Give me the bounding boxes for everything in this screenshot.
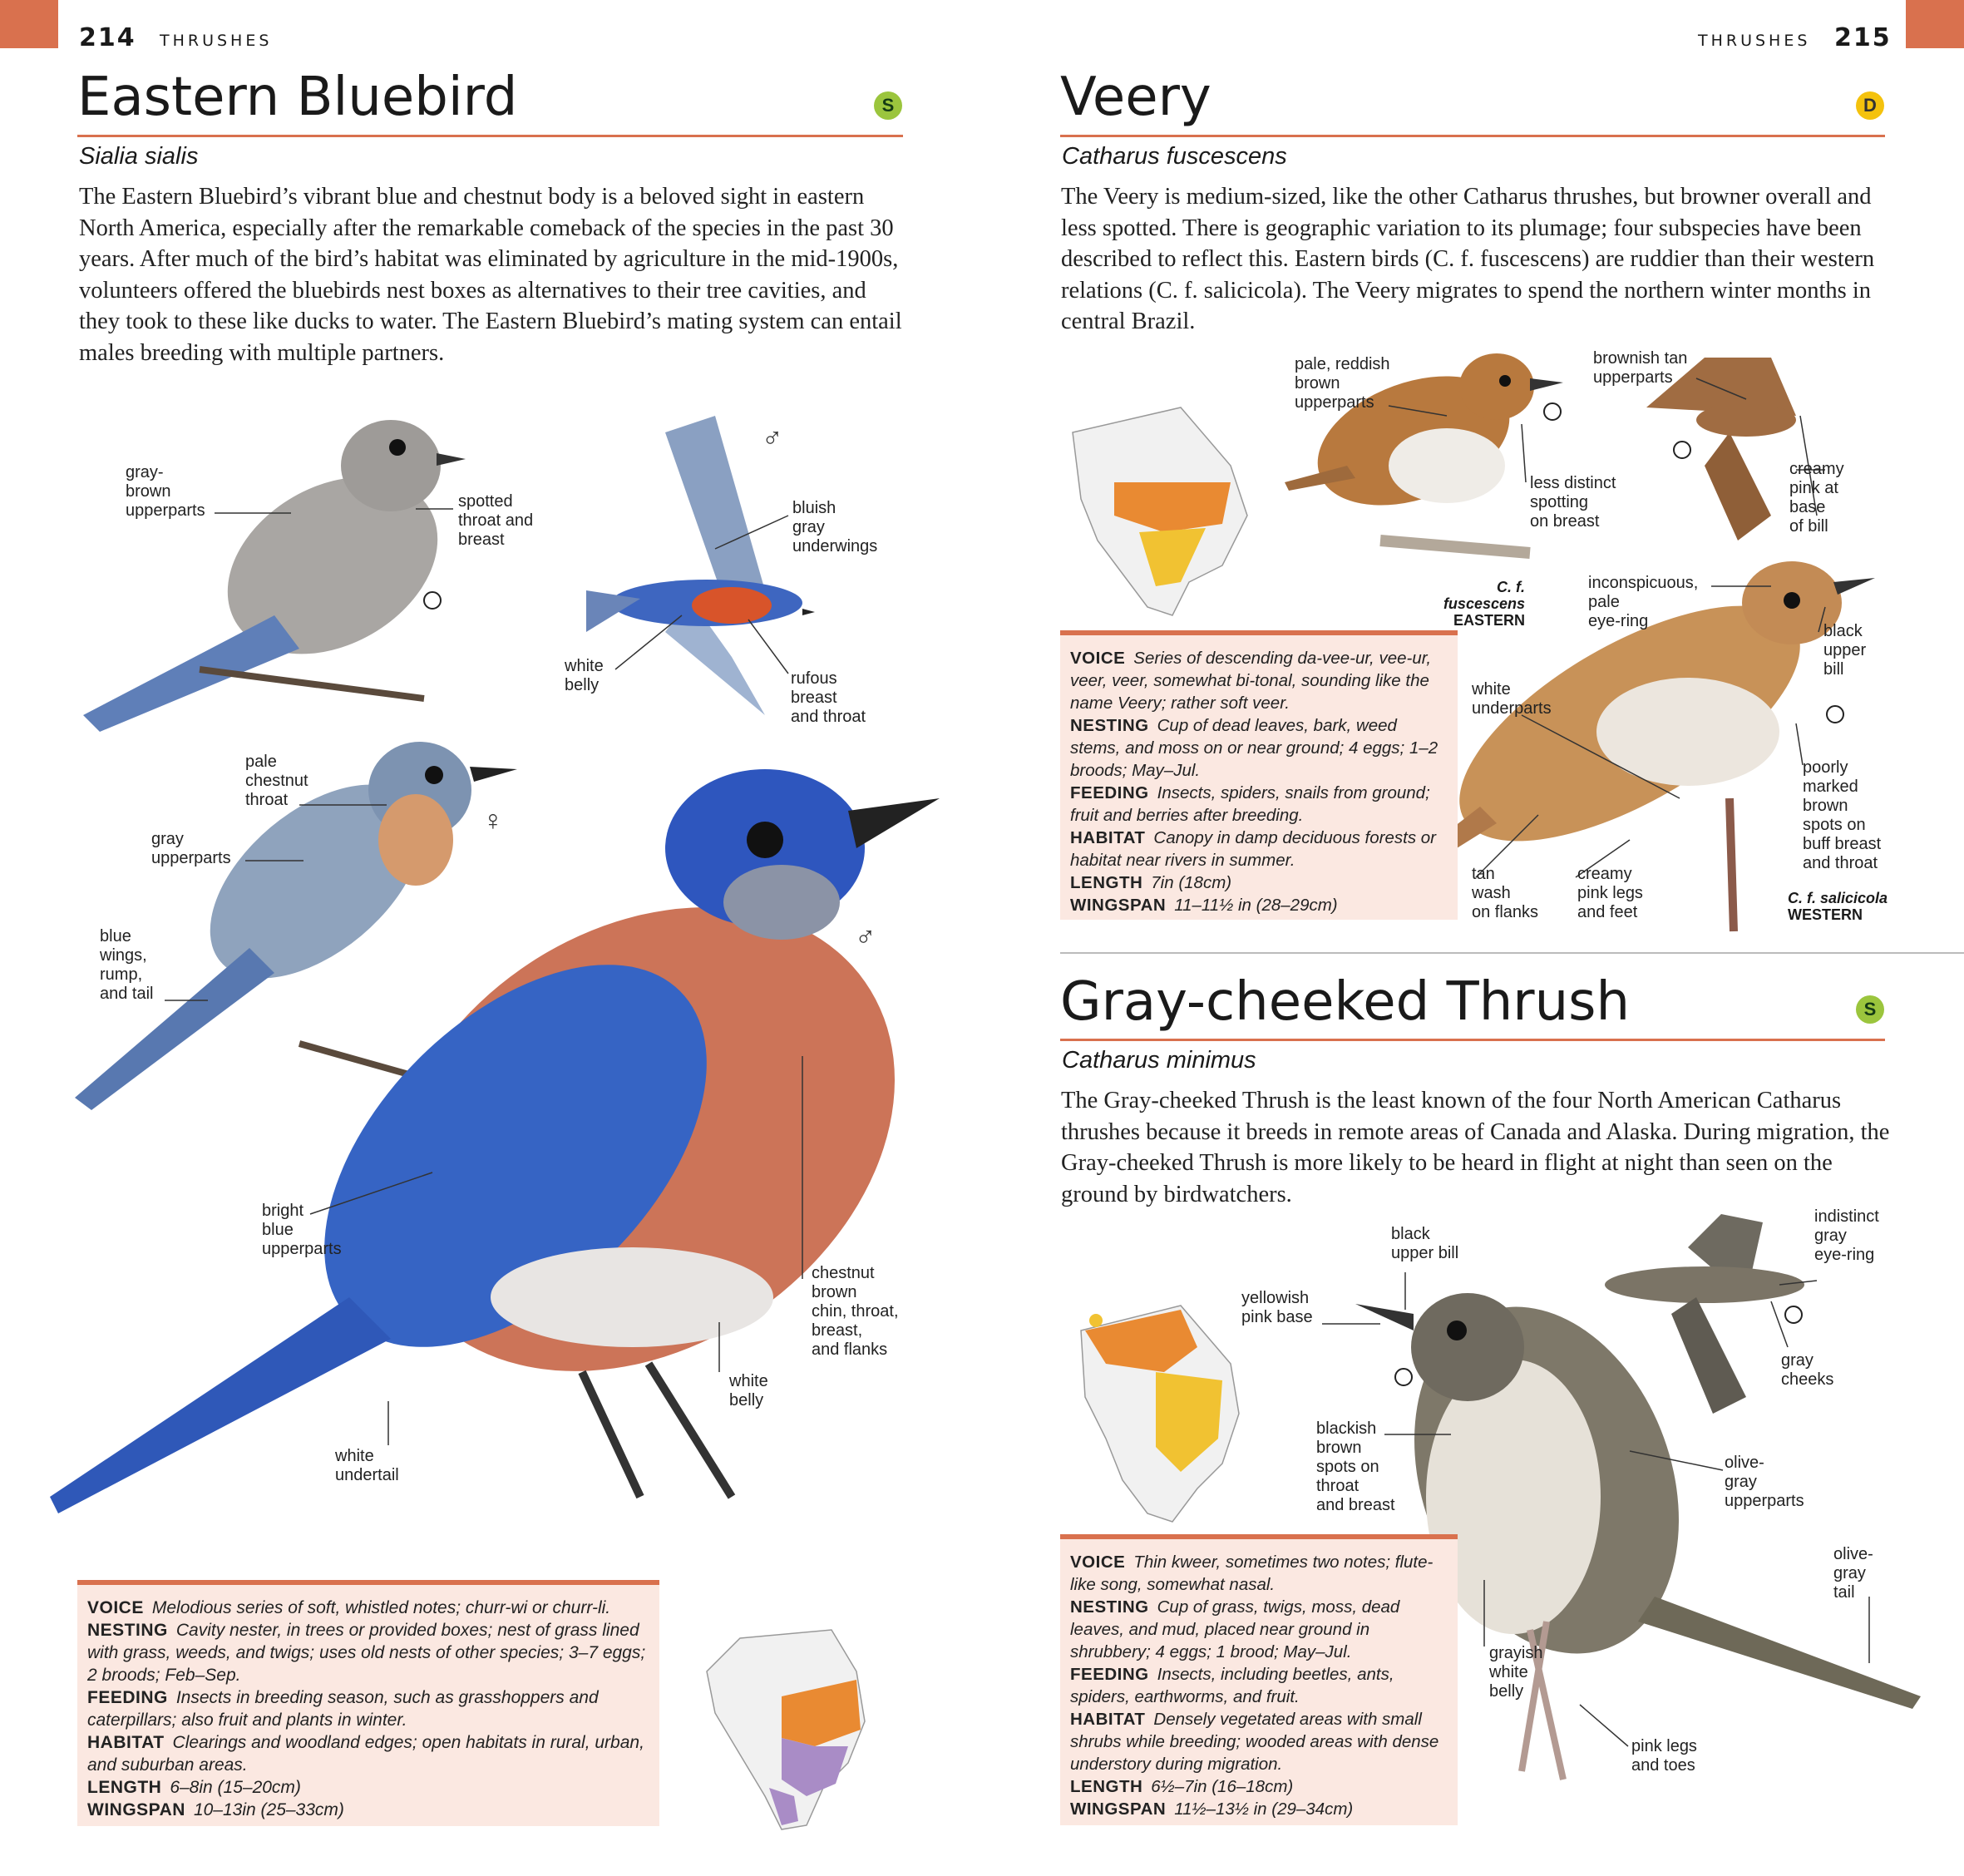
fact-box-gray-cheeked: VOICE Thin kweer, sometimes two notes; flute-like song, somewhat nasal. NESTING Cup of grass, twigs, moss, dead leaves, and mud, placed near ground in shrubbery; 4 eggs; 1 brood; May–Jul. FEEDING Insects, including beetles, ants, spiders, earthworms, and fruit. HABITAT Densely vegetated areas with small shrubs while breeding; wooded areas with dense understory during migration. LENGTH 6½–7in (16–18cm) WINGSPAN 11½–13½ in (29–34cm)	[1060, 1534, 1458, 1825]
species-title-gray-cheeked: Gray-cheeked Thrush	[1060, 971, 1631, 1033]
label-rufous-breast: rufous breast and throat	[791, 669, 866, 726]
label-pale-chestnut-throat: pale chestnut throat	[245, 753, 308, 809]
label-pink-legs-toes: pink legs and toes	[1631, 1737, 1697, 1775]
label-grayish-white-belly: grayish white belly	[1489, 1644, 1543, 1701]
latin-name-bluebird: Sialia sialis	[79, 143, 199, 170]
adult-symbol-icon	[1543, 402, 1562, 421]
label-white-undertail: white undertail	[335, 1447, 399, 1484]
adult-symbol-gc-icon	[1394, 1368, 1413, 1386]
label-olive-gray-tail: olive- gray tail	[1833, 1545, 1873, 1602]
label-black-upper-bill-gc: black upper bill	[1391, 1225, 1459, 1262]
label-white-belly-flight: white belly	[565, 657, 604, 694]
male-symbol-main-icon: ♂	[855, 921, 876, 953]
male-symbol-icon: ♂	[762, 422, 783, 454]
label-creamy-pink-legs: creamy pink legs and feet	[1577, 865, 1643, 921]
adult-symbol-flight-icon	[1673, 441, 1691, 459]
species-title-veery: Veery	[1060, 67, 1211, 128]
description-bluebird: The Eastern Bluebird’s vibrant blue and chestnut body is a beloved sight in eastern North America, especially after the remarkable comeback of the species in the past 30 years. After much of the bird’s habitat was eliminated by agriculture in the mid-1900s, volunteers offered the bluebirds nest boxes as alternatives to their tree cavities, and they took to these like ducks to water. The Eastern Bluebird’s mating system can entail males breeding with multiple partners.	[79, 184, 902, 366]
species-divider	[1060, 952, 1964, 954]
fact-box-bluebird: VOICE Melodious series of soft, whistled notes; churr-wi or churr-li. NESTING Cavity nester, in trees or provided boxes; nest of grass lined with grass, weeds, and twigs; uses old nests of other species; 3–7 eggs; 2 broods; Feb–Sep. FEEDING Insects in breeding season, such as grasshoppers and caterpillars; also fruit and plants in winter. HABITAT Clearings and woodland edges; open habitats in rural, urban, and suburban areas. LENGTH 6–8in (15–20cm) WINGSPAN 10–13in (25–33cm)	[77, 1580, 659, 1826]
female-symbol-icon: ♀	[482, 805, 504, 837]
label-tan-wash-flanks: tan wash on flanks	[1472, 865, 1539, 921]
label-gray-upperparts: gray upperparts	[151, 830, 231, 867]
label-blue-wings-rump-tail: blue wings, rump, and tail	[100, 927, 154, 1003]
label-bright-blue-upperparts: bright blue upperparts	[262, 1202, 342, 1258]
right-page-number: 215	[1834, 23, 1892, 52]
description-veery: The Veery is medium-sized, like the other Catharus thrushes, but browner overall and less spotted. There is geographic variation to its plumage; four subspecies have been described to reflect this. Eastern birds (C. f. fuscescens) are ruddier than their western relations (C. f. salicicola). The Veery migrates to spend the northern winter months in central Brazil.	[1061, 184, 1875, 334]
label-white-underparts: white underparts	[1472, 680, 1552, 718]
title-rule-gray-cheeked	[1060, 1039, 1885, 1041]
species-title-bluebird: Eastern Bluebird	[77, 67, 518, 128]
label-chestnut-brown: chestnut brown chin, throat, breast, and flanks	[812, 1264, 899, 1359]
latin-name-gray-cheeked: Catharus minimus	[1062, 1047, 1256, 1074]
label-yellowish-pink-base: yellowish pink base	[1241, 1289, 1313, 1326]
label-gray-cheeks: gray cheeks	[1781, 1351, 1834, 1389]
label-poorly-marked-spots: poorly marked brown spots on buff breast and throat	[1803, 758, 1882, 872]
left-section-title: THRUSHES	[160, 32, 273, 50]
label-black-upper-bill: black upper bill	[1823, 622, 1867, 679]
label-gray-brown-upperparts: gray- brown upperparts	[126, 463, 205, 520]
label-pale-reddish-upperparts: pale, reddish brown upperparts	[1295, 355, 1390, 412]
label-creamy-pink-bill-base: creamy pink at base of bill	[1789, 460, 1844, 536]
label-white-belly-main: white belly	[729, 1372, 768, 1409]
status-badge-bluebird: S	[874, 91, 902, 120]
fact-box-veery: VOICE Series of descending da-vee-ur, vee-ur, veer, veer, somewhat bi-tonal, sounding like the name Veery; rather soft veer. NESTING Cup of dead leaves, bark, weed stems, and moss on or near ground; 4 eggs; 1–2 broods; May–Jul. FEEDING Insects, spiders, snails from ground; fruit and berries after breeding. HABITAT Canopy in damp deciduous forests or habitat near rivers in summer. LENGTH 7in (18cm) WINGSPAN 11–11½ in (28–29cm)	[1060, 630, 1458, 920]
label-indistinct-eye-ring: indistinct gray eye-ring	[1814, 1207, 1879, 1264]
label-blackish-brown-spots: blackish brown spots on throat and breast	[1316, 1419, 1395, 1514]
subspecies-eastern-label: C. f. fuscescens EASTERN	[1443, 579, 1525, 629]
description-gray-cheeked: The Gray-cheeked Thrush is the least known of the four North American Catharus thrushes because it breeds in remote areas of Canada and Alaska. During migration, the Gray-cheeked Thrush is more likely to be heard in flight at night than seen on the ground by birdwatchers.	[1061, 1088, 1890, 1207]
label-bluish-gray-underwings: bluish gray underwings	[792, 499, 878, 555]
range-map-gray-cheeked	[1081, 1306, 1239, 1522]
label-olive-gray-upperparts: olive- gray upperparts	[1725, 1454, 1804, 1510]
adult-symbol-western-icon	[1826, 705, 1844, 723]
latin-name-veery: Catharus fuscescens	[1062, 143, 1287, 170]
label-inconspicuous-eye-ring: inconspicuous, pale eye-ring	[1588, 574, 1699, 630]
left-page-number: 214	[79, 23, 136, 52]
subspecies-western-label: C. f. salicicola WESTERN	[1788, 890, 1888, 923]
status-badge-veery: D	[1856, 91, 1884, 120]
label-brownish-tan-upperparts: brownish tan upperparts	[1593, 349, 1688, 387]
label-less-distinct-spotting: less distinct spotting on breast	[1530, 474, 1616, 531]
label-spotted-throat: spotted throat and breast	[458, 492, 534, 549]
range-map-veery	[1073, 407, 1247, 615]
status-badge-gray-cheeked: S	[1856, 995, 1884, 1024]
adult-symbol-gc-flight-icon	[1784, 1306, 1803, 1324]
right-section-title: THRUSHES	[1698, 32, 1811, 50]
